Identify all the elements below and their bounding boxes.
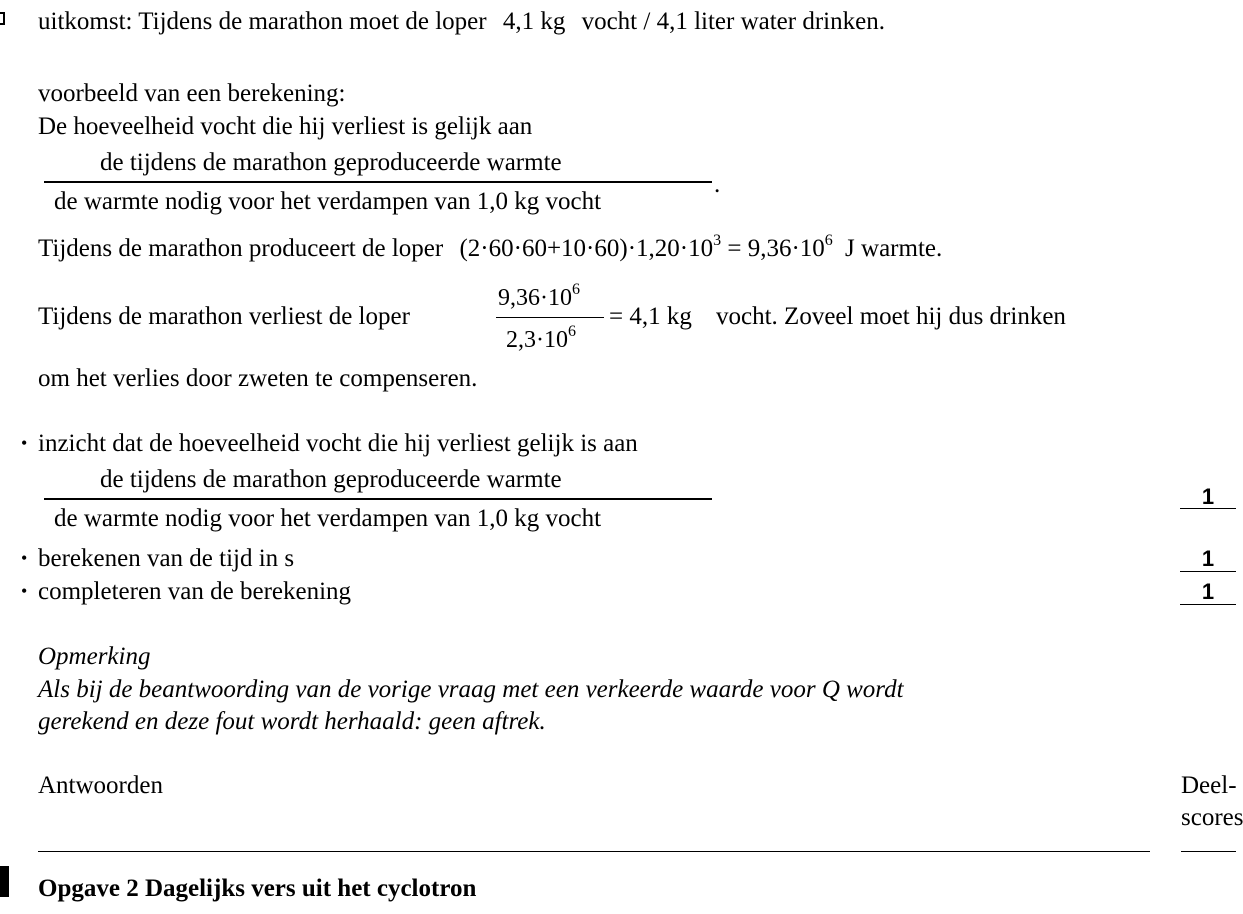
loss-den-text: 2,3·10 [506, 327, 568, 353]
score-criterion-2: 1 [1201, 546, 1215, 571]
heat-equals: = 9,36·10 [721, 235, 825, 262]
heat-line [38, 232, 943, 262]
heat-formula [459, 232, 839, 262]
criterion-fraction-bar [44, 498, 712, 500]
criterion-fraction-denominator: de warmte nodig voor het verdampen van 1,0 kg vocht [54, 505, 602, 532]
result-label: uitkomst: Tijdens de marathon moet de loper [38, 8, 487, 35]
fraction-bar [44, 181, 712, 183]
result-line [38, 9, 885, 34]
loss-den-exponent: 6 [568, 323, 576, 340]
answers-divider [38, 851, 1150, 852]
loss-fraction-bar [496, 317, 604, 318]
section-title: Opgave 2 Dagelijks vers uit het cyclotron [38, 875, 477, 902]
example-heading: voorbeeld van een berekening: [38, 80, 346, 107]
remark-line-1: Als bij de beantwoording van de vorige vraag met een verkeerde waarde voor Q wordt [38, 676, 904, 703]
heat-exponent-2: 6 [824, 232, 833, 249]
fraction-denominator: de warmte nodig voor het verdampen van 1,0 kg vocht [54, 188, 602, 215]
criterion-1-text: inzicht dat de hoeveelheid vocht die hij verliest gelijk is aan [38, 430, 638, 457]
answers-label: Antwoorden [38, 772, 163, 799]
score-criterion-3: 1 [1201, 579, 1215, 604]
heat-suffix: J warmte. [845, 235, 943, 262]
loss-equals: = 4,1 kg [609, 303, 692, 330]
loss-fraction-numerator [498, 281, 580, 311]
score-underline-3 [1180, 604, 1236, 605]
section-marker [0, 866, 9, 897]
score-underline-2 [1180, 571, 1236, 572]
result-value: 4,1 kg [502, 8, 566, 35]
score-divider [1181, 851, 1236, 852]
heat-prefix: Tijdens de marathon produceert de loper [38, 235, 444, 262]
criterion-2-bullet: • [21, 548, 28, 568]
criterion-2-text: berekenen van de tijd in s [38, 545, 295, 572]
remark-title: Opmerking [38, 643, 151, 670]
fraction-end-dot: . [714, 171, 721, 198]
criterion-fraction-numerator: de tijdens de marathon geproduceerde warmte [100, 466, 562, 493]
score-underline-1 [1180, 508, 1236, 509]
result-rest: vocht / 4,1 liter water drinken. [581, 8, 885, 35]
criterion-1-bullet: • [21, 433, 28, 453]
example-line1: De hoeveelheid vocht die hij verliest is gelijk aan [38, 113, 533, 140]
heat-exponent-1: 3 [713, 232, 722, 249]
heat-formula-text: (2·60·60+10·60)·1,20·10 [459, 235, 714, 262]
score-column-label-2: scores [1181, 804, 1243, 831]
example-last-line: om het verlies door zweten te compenseren. [38, 365, 478, 392]
margin-marker [0, 12, 5, 25]
loss-num-exponent: 6 [572, 281, 580, 298]
loss-fraction-denominator [506, 323, 576, 353]
score-criterion-1: 1 [1201, 484, 1215, 509]
loss-prefix: Tijdens de marathon verliest de loper [38, 303, 410, 330]
remark-line-2: gerekend en deze fout wordt herhaald: geen aftrek. [38, 708, 546, 735]
loss-num-text: 9,36·10 [498, 285, 572, 311]
score-column-label-1: Deel- [1181, 772, 1237, 799]
criterion-3-text: completeren van de berekening [38, 578, 352, 605]
loss-suffix: vocht. Zoveel moet hij dus drinken [716, 303, 1066, 330]
criterion-3-bullet: • [21, 581, 28, 601]
fraction-numerator: de tijdens de marathon geproduceerde warmte [100, 149, 562, 176]
